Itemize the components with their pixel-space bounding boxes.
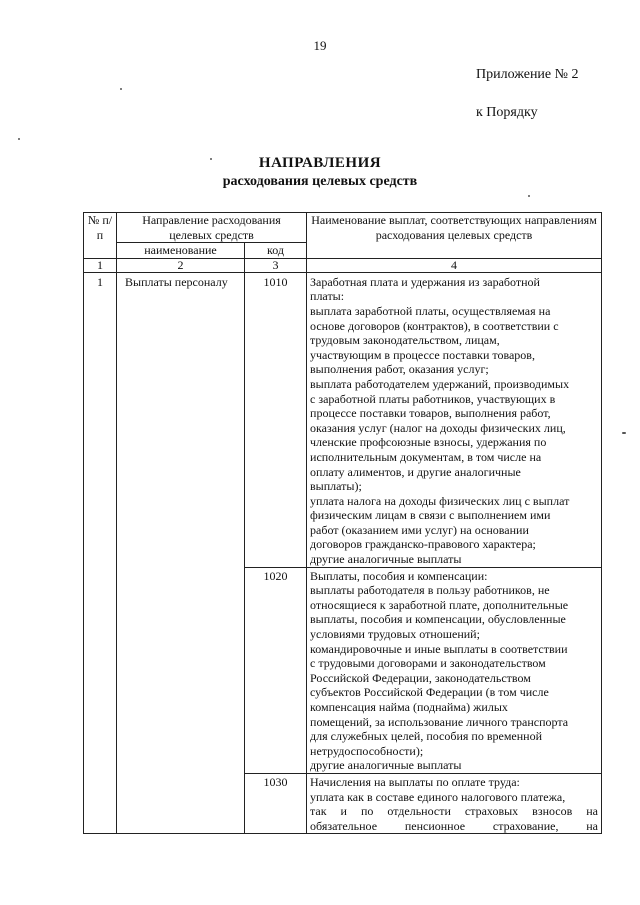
description-line: субъектов Российской Федерации (в том числе <box>310 685 549 700</box>
description-line: процессе поставки товаров, выполнения работ, <box>310 406 551 421</box>
description-line: командировочные и иные выплаты в соответствии <box>310 641 568 656</box>
header-row <box>84 213 602 243</box>
description-line: оказания услуг (налог на доходы физических лиц, <box>310 420 566 435</box>
appendix-reference <box>476 66 579 122</box>
description-line: трудовым законодательством, лицам, <box>310 333 500 348</box>
description-line: платы: <box>310 289 345 304</box>
scan-speck <box>18 138 20 140</box>
description-line: членские профсоюзные взносы, удержания по <box>310 435 547 450</box>
description-line: уплата как в составе единого налогового платежа, <box>310 789 566 804</box>
row-number: 1 <box>84 272 117 834</box>
row-code: 1020 <box>245 567 307 773</box>
description-line: с трудовыми договорами и законодательством <box>310 656 546 671</box>
description-line: для служебных целей, пособия по временной <box>310 729 543 744</box>
row-code: 1010 <box>245 272 307 567</box>
description-line: нетрудоспособности); <box>310 743 424 758</box>
description-line: с заработной платы работников, участвующих в <box>310 391 556 406</box>
description-line: другие аналогичные выплаты <box>310 552 462 567</box>
description-line: условиями трудовых отношений; <box>310 627 480 642</box>
description-line: помещений, за использование личного транспорта <box>310 714 569 729</box>
column-number: 1 <box>84 258 117 272</box>
description-line: компенсация найма (поднайма) жилых <box>310 700 508 714</box>
description-line: так и по отдельности страховых взносов на <box>310 804 599 819</box>
document-title <box>0 155 640 190</box>
description-line: выплата заработной платы, осуществляемая на <box>310 303 551 318</box>
description-line: выплаты); <box>310 479 362 494</box>
header-code: код <box>245 243 307 259</box>
description-line: физическим лицам в связи с выполнением ими <box>310 508 551 523</box>
table-row <box>84 272 602 567</box>
description-line: исполнительным документам, в том числе на <box>310 449 542 464</box>
description-line: Выплаты, пособия и компенсации: <box>310 568 488 583</box>
title-line-1: НАПРАВЛЕНИЯ <box>258 155 382 171</box>
description-line: Начисления на выплаты по оплате труда: <box>310 774 520 789</box>
description-line: выплата работодателем удержаний, производимых <box>310 376 570 391</box>
page-number: 19 <box>313 38 327 53</box>
appendix-line-2: к Порядку <box>476 105 538 120</box>
description-line: обязательное пенсионное страхование, на <box>310 818 599 833</box>
row-payments-description <box>307 567 602 773</box>
header-name: наименование <box>117 243 245 259</box>
directions-table <box>83 212 602 834</box>
description-line: другие аналогичные выплаты <box>310 758 462 773</box>
scan-speck <box>622 432 626 434</box>
description-line: участвующим в процессе поставки товаров, <box>310 347 535 362</box>
column-numbers-row <box>84 258 602 272</box>
description-line: уплата налога на доходы физических лиц с выплат <box>310 493 570 508</box>
row-payments-description <box>307 773 602 833</box>
scan-speck <box>528 195 530 197</box>
title-line-2: расходования целевых средств <box>222 174 418 189</box>
header-no: № п/п <box>84 213 117 259</box>
appendix-line-1: Приложение № 2 <box>476 67 579 82</box>
header-payments: Наименование выплат, соответствующих направлениям расходования целевых средств <box>307 213 602 259</box>
description-line: Российской Федерации, законодательством <box>310 670 531 685</box>
row-direction-name: Выплаты персоналу <box>117 272 245 834</box>
scan-speck <box>210 158 212 160</box>
row-code: 1030 <box>245 773 307 833</box>
description-line: относящиеся к заработной плате, дополнительные <box>310 597 569 612</box>
column-number: 3 <box>245 258 307 272</box>
column-number: 4 <box>307 258 602 272</box>
description-line: выплаты, пособия и компенсации, обусловленные <box>310 612 566 627</box>
description-line: выполнения работ, оказания услуг; <box>310 362 489 377</box>
description-line: выплаты работодателя в пользу работников, не <box>310 583 550 598</box>
column-number: 2 <box>117 258 245 272</box>
description-line: Заработная плата и удержания из заработной <box>310 274 540 289</box>
description-line: договоров гражданско-правового характера; <box>310 537 536 552</box>
description-line: основе договоров (контрактов), в соответствии с <box>310 318 559 333</box>
description-line: оплату алиментов, и другие аналогичные <box>310 464 521 479</box>
header-direction: Направление расходования целевых средств <box>117 213 307 243</box>
scan-speck <box>120 88 122 90</box>
description-line: работ (оказанием ими услуг) на основании <box>310 522 529 537</box>
row-payments-description <box>307 272 602 567</box>
